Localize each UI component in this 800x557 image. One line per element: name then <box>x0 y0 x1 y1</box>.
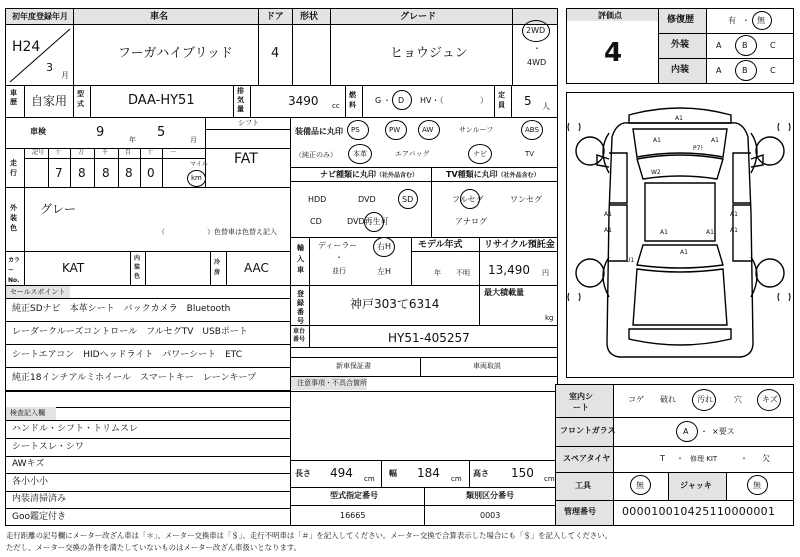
ac-value: AAC <box>244 261 269 275</box>
mileage-digit-label: 万 <box>78 149 85 156</box>
capacity-unit: 人 <box>542 102 550 111</box>
inspection-line: シートスレ・シワ <box>12 441 84 452</box>
glass-replace: ×要ス <box>712 427 735 436</box>
navi-dvd: DVD <box>358 195 376 204</box>
plate-label: 登録番号 <box>297 290 304 325</box>
tv-fullseg: フルセグ <box>452 195 484 204</box>
mileage-digit: 8 <box>78 166 86 180</box>
shift-value: FAT <box>234 151 258 167</box>
mileage-digit-label: 十 <box>55 149 62 156</box>
equipment-item: AW <box>422 126 434 134</box>
diagram-mark: A1 <box>604 227 612 234</box>
diagram-mark: A1 <box>604 211 612 218</box>
spare-label: スペアタイヤ <box>563 454 611 463</box>
color-no-label: カラーNo. <box>8 257 21 284</box>
yen-unit: 円 <box>542 269 549 277</box>
inspection-year: 9 <box>96 125 105 140</box>
mgmt-label: 管理番号 <box>564 507 596 516</box>
sales-points-title: セールスポイント <box>10 288 66 296</box>
inspection-label: 車検 <box>30 127 46 136</box>
exterior-color-value: グレー <box>40 202 77 216</box>
inspection-title: 検査記入欄 <box>10 409 45 417</box>
drive-4wd: 4WD <box>527 58 547 67</box>
model-value: DAA-HY51 <box>128 93 195 108</box>
sales-point-line: 純正SDナビ 本革シート バックカメラ Bluetooth <box>12 304 231 314</box>
warranty-label: 新車保証書 <box>336 362 371 370</box>
diagram-mark: P7ﾄ <box>693 145 704 152</box>
seat-label: 室内シート <box>569 392 593 412</box>
km-label: km <box>191 174 202 182</box>
height-label: 高さ <box>473 469 489 478</box>
equipment-title: 装備品に丸印 <box>295 127 343 136</box>
model-year-label: モデル年式 <box>418 240 463 250</box>
equipment-item: ABS <box>525 126 539 134</box>
reg-month-value: 3 <box>46 61 53 74</box>
mileage-digit-label: 一 <box>170 149 177 156</box>
max-load-label: 最大積載量 <box>484 288 524 297</box>
diagram-mark: A1 <box>706 229 714 236</box>
navi-sd: SD <box>402 195 414 204</box>
mileage-digit-label: 十 <box>147 149 154 156</box>
import-label: 輸入車 <box>297 244 304 274</box>
model-label: 型式 <box>77 90 84 108</box>
mileage-digit: 0 <box>147 166 155 180</box>
jack-value: 無 <box>753 481 761 490</box>
mileage-digit: 8 <box>125 166 133 180</box>
kg-unit: kg <box>545 314 554 322</box>
mile-label: マイル <box>190 161 208 168</box>
sales-point-line: レーダークルーズコントロール フルセグTV USBポート <box>12 327 248 337</box>
tv-title: TV種類に丸印（社外品含む） <box>446 170 540 179</box>
diagram-mark: A1 <box>660 229 668 236</box>
diagram-mark: W2 <box>651 169 661 176</box>
mileage-digit-label: 記号 <box>32 149 45 156</box>
import-parallel: 並行 <box>332 267 346 275</box>
recycle-label: リサイクル預託金 <box>484 240 555 250</box>
exterior-a: A <box>716 41 722 50</box>
mileage-digit-label: 千 <box>102 149 109 156</box>
type-no-label: 型式指定番号 <box>330 491 378 500</box>
diagram-mark: A1 <box>730 227 738 234</box>
import-dot: ・ <box>335 253 343 262</box>
navi-hdd: HDD <box>308 195 327 204</box>
spare-t: T <box>660 454 665 463</box>
name-label: 車名 <box>150 12 169 22</box>
vehicle-name-value: フーガハイブリッド <box>118 46 233 61</box>
exterior-color-label: 外装色 <box>10 204 17 232</box>
class-no-value: 0003 <box>480 511 501 520</box>
diagram-mark: U1 <box>626 257 635 264</box>
year-unit: 年 <box>129 136 136 144</box>
tv-analog: アナログ <box>455 217 487 226</box>
score-label: 評価点 <box>598 11 622 20</box>
diagram-mark: A1 <box>675 115 683 122</box>
month-unit: 月 <box>61 71 69 80</box>
grade-value: ヒョウジュン <box>390 46 468 61</box>
fuel-dot: ・ <box>383 96 391 105</box>
door-label: ドア <box>266 12 284 22</box>
jack-label: ジャッキ <box>680 481 712 490</box>
chassis-label: 車台番号 <box>293 328 306 343</box>
equipment-item: サンルーフ <box>459 126 494 134</box>
navi-dvd-play: DVD再生可 <box>347 217 389 226</box>
model-year-unit: 年 <box>434 269 441 277</box>
equipment-item: PS <box>351 126 360 134</box>
model-year-unknown: 不明 <box>456 269 470 277</box>
color-note: （ ）色替車は色替え記入 <box>158 228 277 236</box>
sales-point-line: シートエアコン HIDヘッドライト パワーシート ETC <box>12 350 243 360</box>
import-left-h: 左H <box>377 267 392 276</box>
width-value: 184 <box>417 466 440 480</box>
equipment-item: TV <box>525 150 535 158</box>
spare-dot2: ・ <box>740 454 748 463</box>
exterior-label: 外装 <box>671 40 690 50</box>
tools-label: 工具 <box>575 481 591 490</box>
interior-b: B <box>742 66 748 75</box>
mileage-digit-label: 百 <box>125 149 132 156</box>
diagram-mark: A1 <box>711 137 719 144</box>
footer-line-2: ただし、メーター交換の条件を満たしていないものはメーター改ざん車扱いとなります。 <box>6 543 302 552</box>
recycle-value: 13,490 <box>488 263 530 277</box>
seat-option: キズ <box>762 395 778 404</box>
equipment-item: エアバッグ <box>395 150 430 158</box>
inspection-line: AWキズ <box>12 459 45 469</box>
fuel-label: 燃料 <box>349 91 356 109</box>
seat-option: コゲ <box>628 395 644 404</box>
month-unit-2: 月 <box>190 136 197 144</box>
reg-era-value: H24 <box>12 39 41 55</box>
fuel-hv: HV・（ <box>420 96 444 105</box>
interior-c: C <box>770 66 776 75</box>
seat-option: 破れ <box>660 395 676 404</box>
equipment-item: 本革 <box>353 150 367 158</box>
repair-none: 無 <box>757 16 765 25</box>
inspection-month: 5 <box>157 125 166 140</box>
equipment-item: PW <box>389 126 401 134</box>
inspection-line: 各小小小 <box>12 476 49 487</box>
inspection-line: 内装清掃済み <box>12 494 67 504</box>
exterior-c: C <box>770 41 776 50</box>
sales-point-line: 純正18インチアルミホイール スマートキー レーンキープ <box>12 373 257 383</box>
tv-oneseg: ワンセグ <box>510 195 542 204</box>
tools-value: 無 <box>636 481 644 490</box>
chassis-value: HY51-405257 <box>388 331 470 345</box>
class-no-label: 類別区分番号 <box>466 491 514 500</box>
doors-value: 4 <box>271 46 280 61</box>
equipment-item: ナビ <box>473 150 487 158</box>
fuel-d: D <box>398 96 405 105</box>
grade-label: グレード <box>400 12 437 22</box>
height-unit: cm <box>544 475 555 483</box>
spare-dot1: ・ <box>676 454 684 463</box>
cc-unit: cc <box>332 102 340 110</box>
equipment-subtitle: （純正のみ） <box>295 151 337 159</box>
score-value: 4 <box>604 38 623 68</box>
length-value: 494 <box>330 466 353 480</box>
width-unit: cm <box>451 475 462 483</box>
diagram-mark: A1 <box>680 249 688 256</box>
fuel-close: ） <box>480 96 488 105</box>
width-label: 幅 <box>389 469 397 478</box>
import-dealer: ディーラー <box>318 241 358 250</box>
usage-label: 車歴 <box>10 89 17 106</box>
repair-yes: 有 <box>728 16 736 25</box>
fuel-g: G <box>375 96 382 105</box>
seat-option: 汚れ <box>697 395 713 404</box>
usage-value: 自家用 <box>31 94 68 108</box>
footer-line-1: 走行距離の記号欄にメーター改ざん車は「＊」、メーター交換車は「＄」、走行不明車は「＃」を記入してください。メーター交換で合算表示した場合にも「＄」を記入してください。 <box>6 531 613 540</box>
height-value: 150 <box>511 466 534 480</box>
capacity-label: 定員 <box>498 91 505 109</box>
seat-option: 穴 <box>734 395 742 404</box>
interior-label: 内装 <box>671 65 690 75</box>
drive-dot: ・ <box>533 44 541 53</box>
inspection-line: Goo鑑定付き <box>12 511 66 522</box>
repair-label: 修復歴 <box>667 15 695 25</box>
drive-2wd: 2WD <box>526 26 546 35</box>
body-label: 形状 <box>300 12 319 22</box>
navi-title: ナビ種類に丸印（社外品含む） <box>320 170 419 179</box>
displacement-label: 排気量 <box>237 87 244 113</box>
glass-dot: ・ <box>700 427 708 436</box>
notes-title: 注意事項・不具合箇所 <box>297 379 367 387</box>
navi-cd: CD <box>310 217 322 226</box>
color-no-value: KAT <box>62 261 85 275</box>
inspection-line: ハンドル・シフト・トリムスレ <box>12 424 139 434</box>
mgmt-value: 000010010425110000001 <box>622 505 776 518</box>
interior-color-label: 内装色 <box>134 255 141 280</box>
length-label: 長さ <box>295 469 311 478</box>
length-unit: cm <box>364 475 375 483</box>
exterior-b: B <box>742 41 748 50</box>
reg-year-label: 初年度登録年月 <box>12 12 68 21</box>
spare-missing: 欠 <box>762 454 770 463</box>
diagram-mark: A1 <box>653 137 661 144</box>
mileage-digit: 7 <box>55 166 63 180</box>
manual-label: 車両取説 <box>473 362 501 370</box>
plate-value: 神戸303て6314 <box>350 297 440 311</box>
car-diagram <box>567 93 793 377</box>
interior-a: A <box>716 66 722 75</box>
spare-kit: 修理 KIT <box>690 455 718 463</box>
ac-label: 冷房 <box>214 259 221 276</box>
import-right-h: 右H <box>377 242 392 251</box>
type-no-value: 16665 <box>340 511 366 520</box>
capacity-value: 5 <box>524 94 532 108</box>
mileage-label: 走行 <box>10 159 17 177</box>
mileage-digit: 8 <box>102 166 110 180</box>
glass-a: A <box>683 427 689 436</box>
diagram-mark: A1 <box>730 211 738 218</box>
glass-label: フロントガラス <box>560 426 616 435</box>
repair-dot: ・ <box>742 16 750 25</box>
shift-label: シフト <box>238 119 259 127</box>
displacement-value: 3490 <box>288 94 319 108</box>
